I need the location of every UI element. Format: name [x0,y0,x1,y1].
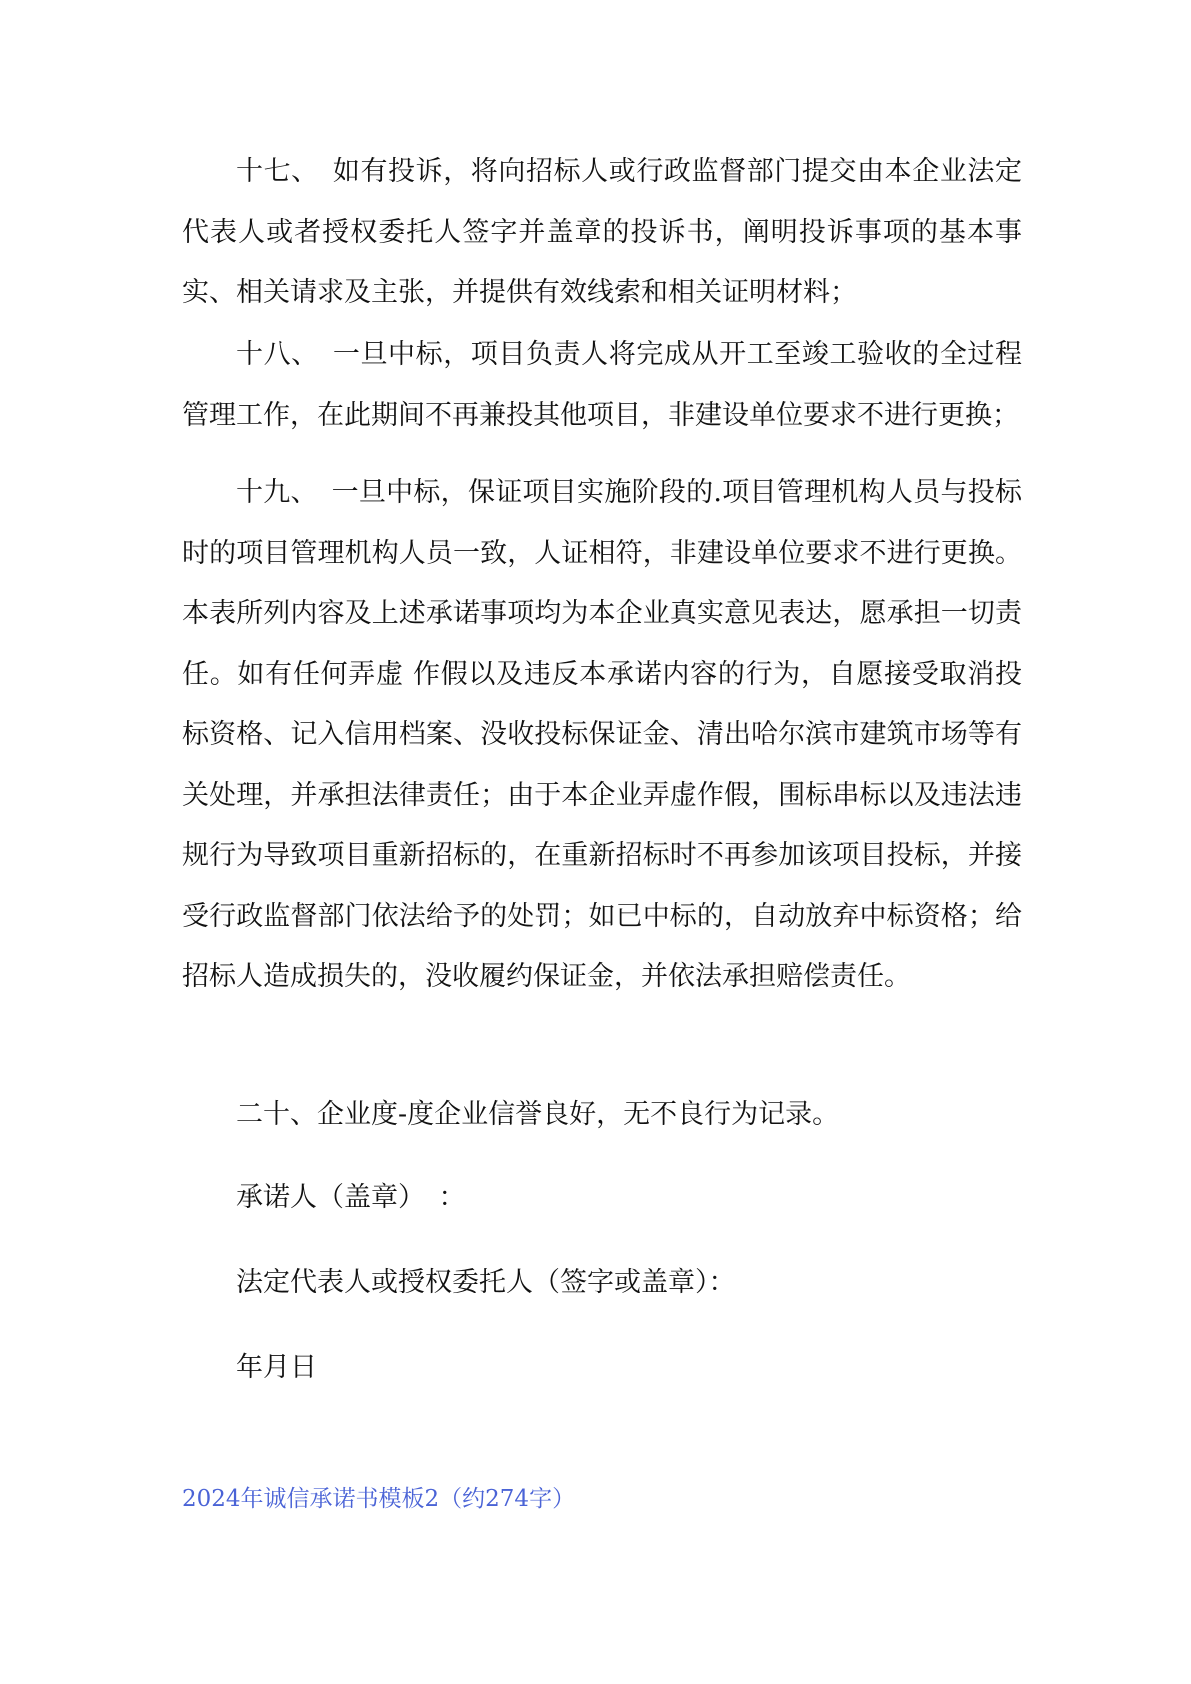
paragraph-item-19: 十九、 一旦中标，保证项目实施阶段的.项目管理机构人员与投标时的项目管理机构人员一致，人证相符，非建设单位要求不进行更换。本表所列内容及上述承诺事项均为本企业真实意见表达，愿承担一切责任。如有任何弄虚 作假以及违反本承诺内容的行为，自愿接受取消投标资格、记入信用档案、没收投标保证金、清出哈尔滨市建筑市场等有关处理，并承担法律责任；由于本企业弄虚作假，围标串标以及违法违规行为导致项目重新招标的，在重新招标时不再参加该项目投标，并接受行政监督部门依法给予的处罚；如已中标的，自动放弃中标资格；给招标人造成损失的，没收履约保证金，并依法承担赔偿责任。 [182,477,1022,992]
representative-signature-line: 法定代表人或授权委托人（签字或盖章）： [236,1267,736,1298]
promisor-seal-line: 承诺人（盖章） ： [236,1182,466,1213]
paragraph-item-18: 十八、 一旦中标，项目负责人将完成从开工至竣工验收的全过程管理工作，在此期间不再兼投其他项目，非建设单位要求不进行更换； [182,339,1022,431]
paragraph-item-17: 十七、 如有投诉，将向招标人或行政监督部门提交由本企业法定代表人或者授权委托人签字并盖章的投诉书，阐明投诉事项的基本事实、相关请求及主张，并提供有效线索和相关证明材料； [182,156,1022,308]
next-template-link[interactable]: 2024年诚信承诺书模板2（约274字） [182,1486,576,1512]
date-line: 年月日 [236,1352,317,1383]
paragraph-item-20: 二十、企业度-度企业信誉良好，无不良行为记录。 [236,1099,840,1130]
